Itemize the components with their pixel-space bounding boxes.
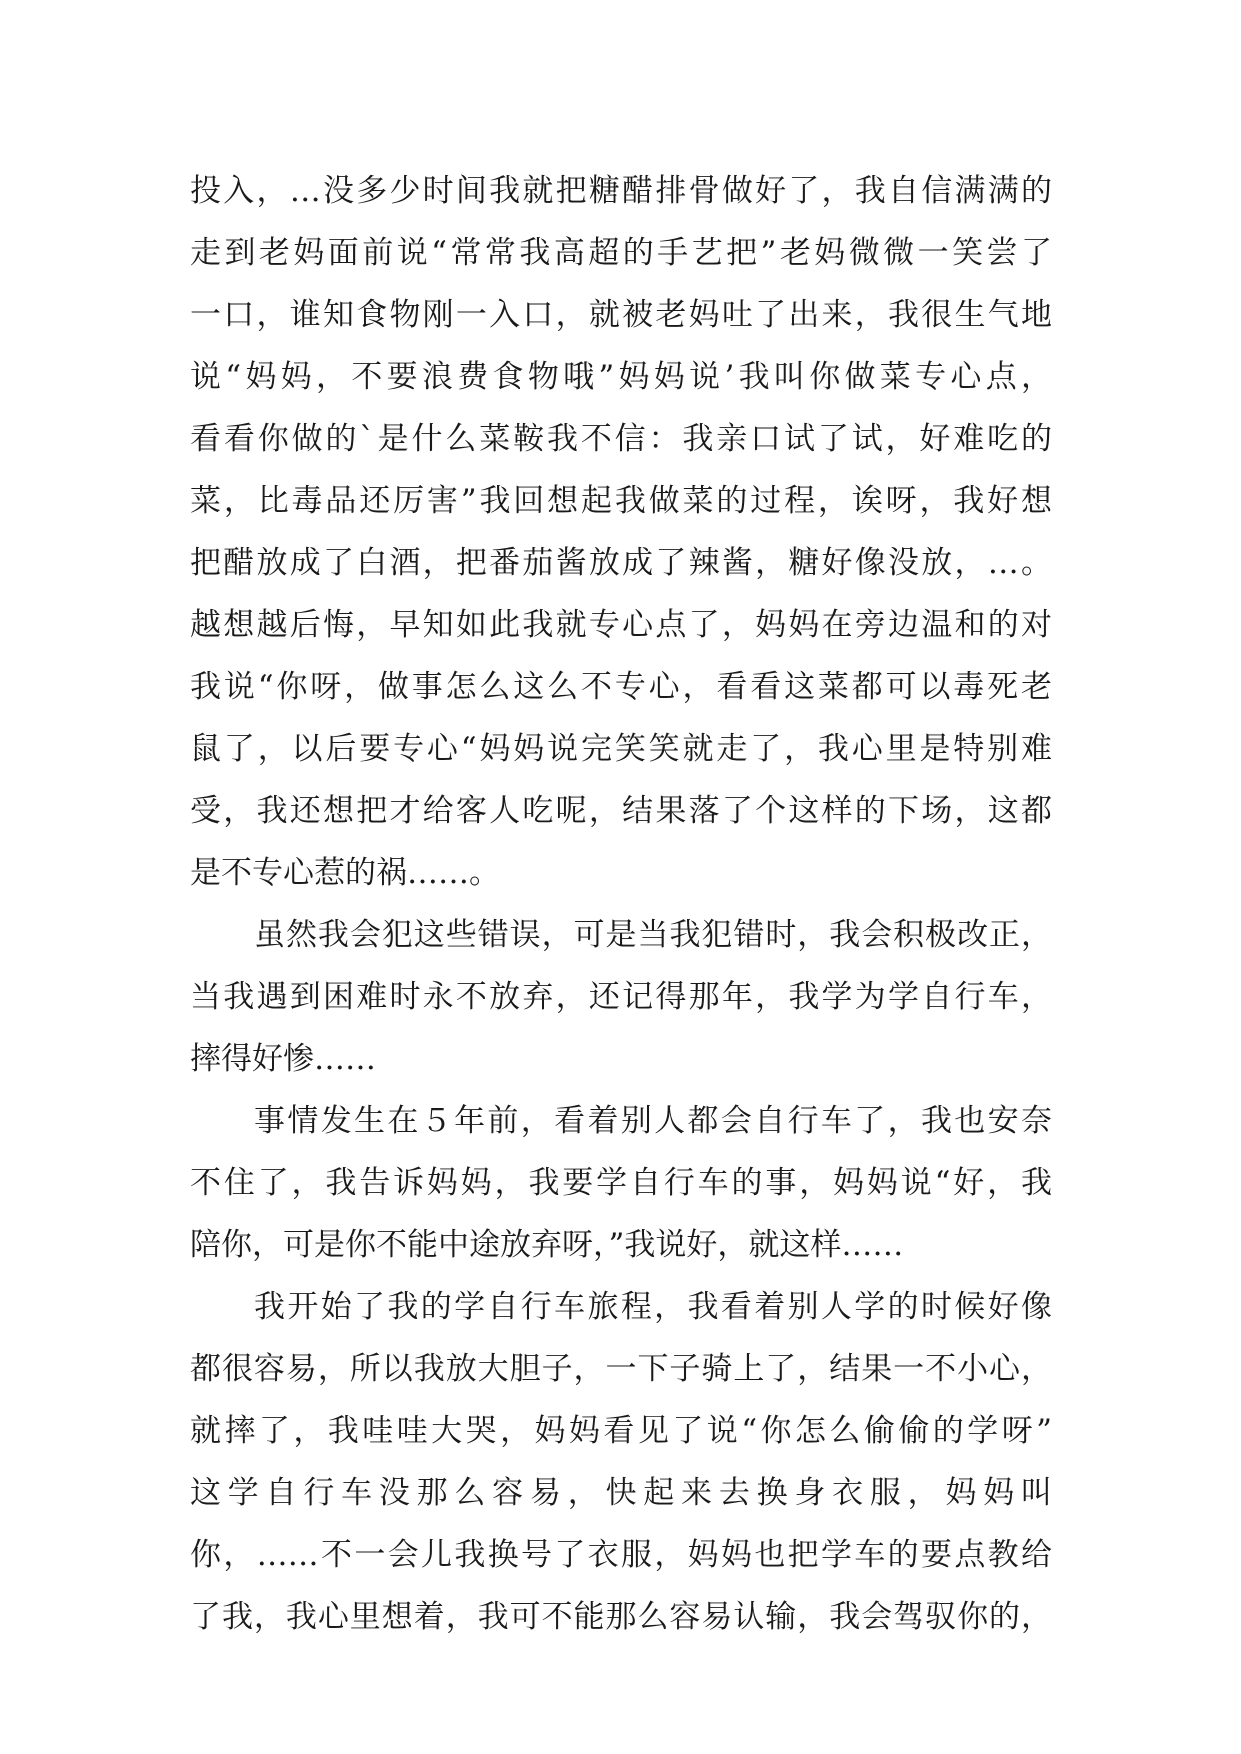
text-line: 我说“你呀，做事怎么这么不专心，看看这菜都可以毒死老 xyxy=(190,669,1052,705)
text-line: 说“妈妈，不要浪费食物哦”妈妈说’我叫你做菜专心点， xyxy=(190,359,1052,395)
text-line: 菜，比毒品还厉害”我回想起我做菜的过程，诶呀，我好想 xyxy=(190,483,1052,519)
text-line: 不住了，我告诉妈妈，我要学自行车的事，妈妈说“好，我 xyxy=(190,1165,1052,1201)
paragraph-first-line: 事情发生在５年前，看着别人都会自行车了，我也安奈 xyxy=(254,1103,1052,1139)
text-line: 看看你做的`是什么菜鞍我不信：我亲口试了试，好难吃的 xyxy=(190,421,1052,457)
text-line: 是不专心惹的祸……。 xyxy=(190,855,500,891)
text-line: 鼠了，以后要专心“妈妈说完笑笑就走了，我心里是特别难 xyxy=(190,731,1052,767)
document-body xyxy=(190,160,1052,1648)
text-line: 你，……不一会儿我换号了衣服，妈妈也把学车的要点教给 xyxy=(190,1537,1052,1573)
text-line: 受，我还想把才给客人吃呢，结果落了个这样的下场，这都 xyxy=(190,793,1052,829)
paragraph-first-line: 我开始了我的学自行车旅程，我看着别人学的时候好像 xyxy=(254,1289,1052,1325)
text-line: 投入，…没多少时间我就把糖醋排骨做好了，我自信满满的 xyxy=(190,173,1052,209)
text-line: 越想越后悔，早知如此我就专心点了，妈妈在旁边温和的对 xyxy=(190,607,1052,643)
text-line: 了我，我心里想着，我可不能那么容易认输，我会驾驭你的， xyxy=(190,1599,1052,1635)
text-line: 都很容易，所以我放大胆子，一下子骑上了，结果一不小心， xyxy=(190,1351,1052,1387)
paragraph-first-line: 虽然我会犯这些错误，可是当我犯错时，我会积极改正， xyxy=(254,917,1052,953)
text-line: 走到老妈面前说“常常我高超的手艺把”老妈微微一笑尝了 xyxy=(190,235,1052,271)
text-line: 陪你，可是你不能中途放弃呀，”我说好，就这样…… xyxy=(190,1227,904,1263)
text-line: 当我遇到困难时永不放弃，还记得那年，我学为学自行车， xyxy=(190,979,1052,1015)
text-line: 摔得好惨…… xyxy=(190,1041,376,1077)
text-line: 这学自行车没那么容易，快起来去换身衣服，妈妈叫 xyxy=(190,1475,1052,1511)
text-line: 把醋放成了白酒，把番茄酱放成了辣酱，糖好像没放，…。 xyxy=(190,545,1052,581)
text-line: 一口，谁知食物刚一入口，就被老妈吐了出来，我很生气地 xyxy=(190,297,1052,333)
text-line: 就摔了，我哇哇大哭，妈妈看见了说“你怎么偷偷的学呀” xyxy=(190,1413,1052,1449)
